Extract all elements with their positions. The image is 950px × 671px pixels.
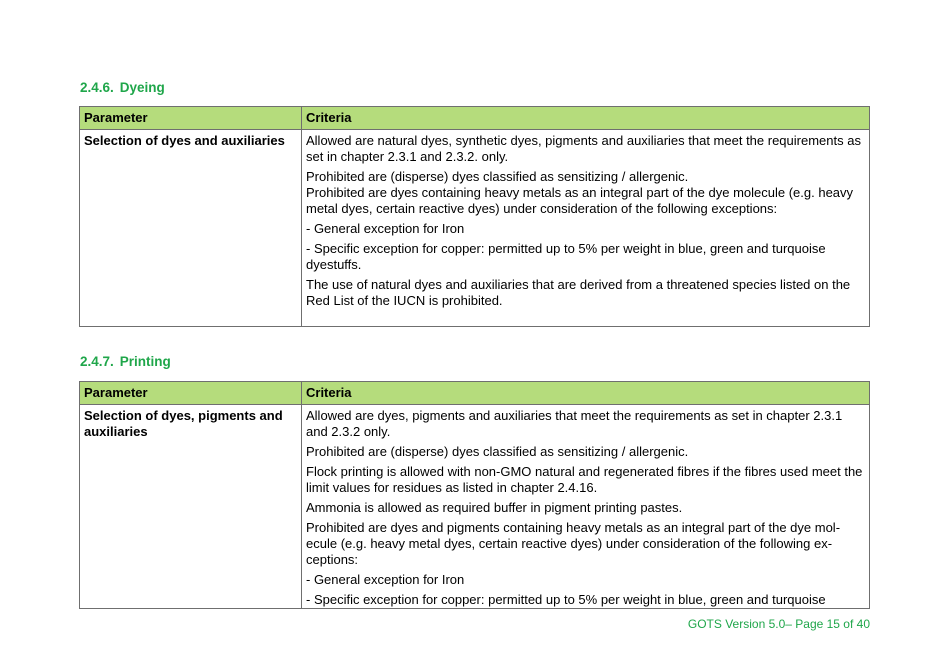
- criteria-cell: [302, 130, 870, 327]
- criteria-item: Prohibited are dyes and pigments containing heavy metals as an integral part of the dye mol-ecule (e.g. heavy metal dyes, certain reactive dyes) under consideration of the following ex-ceptions:: [306, 520, 841, 567]
- section-number: 2.4.7.: [80, 354, 114, 369]
- criteria-item: Prohibited are dyes containing heavy metals as an integral part of the dye molecule (e.g. heavy metal dyes, certain reactive dyes) under consideration of the following exceptions:: [306, 185, 854, 216]
- criteria-item: - Specific exception for copper: permitted up to 5% per weight in blue, green and turquoise: [306, 592, 826, 607]
- table-header-row: [80, 382, 870, 405]
- section-title: Printing: [119, 354, 171, 369]
- parameter-cell: Selection of dyes, pigments and auxiliaries: [80, 405, 302, 609]
- criteria-item: Prohibited are (disperse) dyes classified as sensitizing / allergenic.: [306, 169, 689, 184]
- section-number: 2.4.6.: [80, 80, 114, 95]
- section-title: Dyeing: [119, 80, 165, 95]
- header-criteria: Criteria: [302, 107, 870, 130]
- header-parameter: Parameter: [80, 382, 302, 405]
- dyeing-table: [79, 106, 870, 327]
- criteria-item: Allowed are dyes, pigments and auxiliaries that meet the requirements as set in chapter 2.3.1 and 2.3.2 only.: [306, 408, 843, 439]
- printing-table: [79, 381, 870, 609]
- criteria-item: The use of natural dyes and auxiliaries that are derived from a threatened species listed on the Red List of the IUCN is prohibited.: [306, 277, 851, 308]
- parameter-cell: Selection of dyes and auxiliaries: [80, 130, 302, 327]
- table-row: [80, 130, 870, 327]
- header-criteria: Criteria: [302, 382, 870, 405]
- criteria-item: Flock printing is allowed with non-GMO natural and regenerated fibres if the fibres used meet the limit values for residues as listed in chapter 2.4.16.: [306, 464, 863, 495]
- table-header-row: [80, 107, 870, 130]
- criteria-item: - General exception for Iron: [306, 221, 465, 236]
- criteria-item: - Specific exception for copper: permitted up to 5% per weight in blue, green and turquoise dyestuffs.: [306, 241, 826, 272]
- table-row: [80, 405, 870, 609]
- criteria-item: Prohibited are (disperse) dyes classified as sensitizing / allergenic.: [306, 444, 689, 459]
- section-heading-dyeing: [80, 80, 165, 95]
- criteria-cell: [302, 405, 870, 609]
- criteria-item: Ammonia is allowed as required buffer in pigment printing pastes.: [306, 500, 683, 515]
- criteria-item: - General exception for Iron: [306, 572, 465, 587]
- page-footer: GOTS Version 5.0– Page 15 of 40: [687, 617, 870, 631]
- criteria-item: Allowed are natural dyes, synthetic dyes, pigments and auxiliaries that meet the requirements as set in chapter 2.3.1 and 2.3.2. only.: [306, 133, 861, 164]
- section-heading-printing: [80, 354, 171, 369]
- header-parameter: Parameter: [80, 107, 302, 130]
